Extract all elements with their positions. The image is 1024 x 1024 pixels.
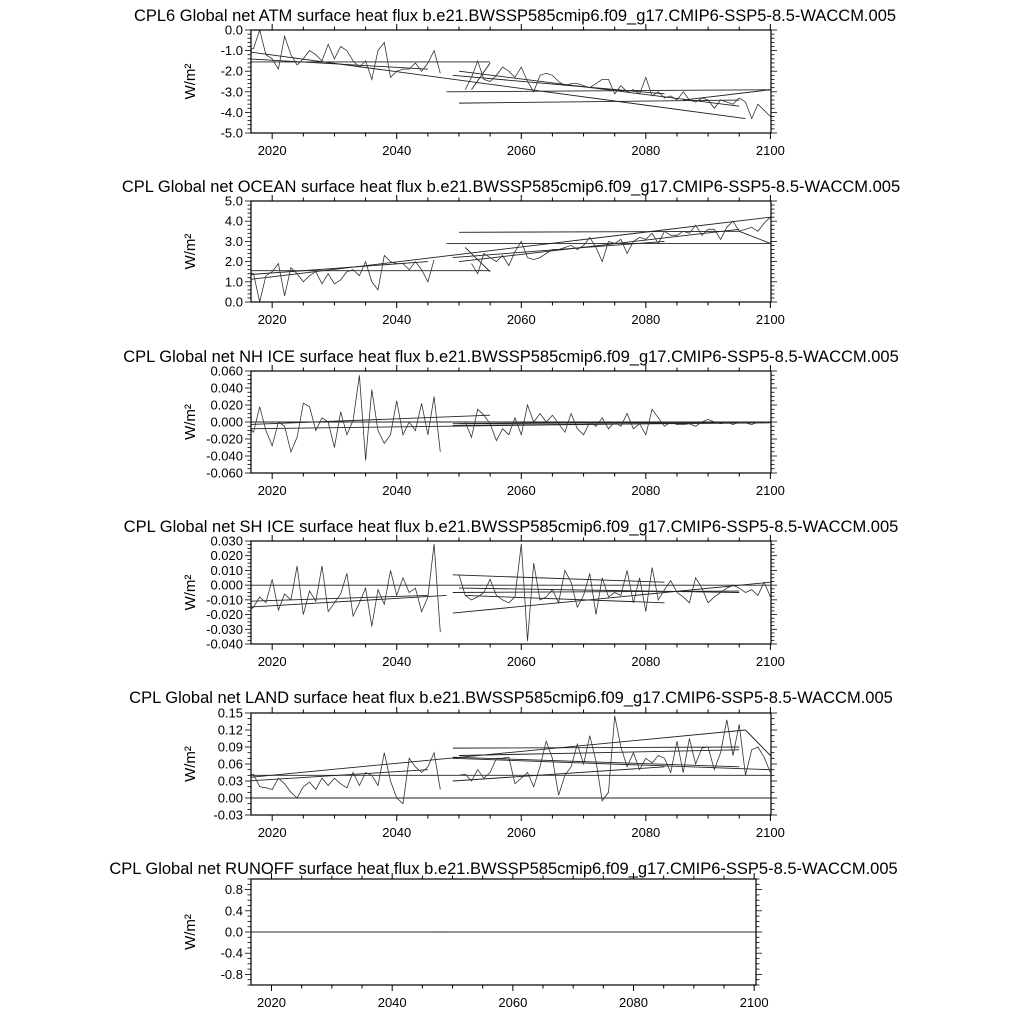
y-tick-label: 1.0 (224, 274, 243, 290)
trend-line (453, 582, 771, 613)
panel-5 (129, 689, 893, 840)
panel-title: CPL Global net RUNOFF surface heat flux b.e21.BWSSP585cmip6.f09_g17.CMIP6-SSP5-8.5-WACCM.005 (109, 860, 898, 878)
x-tick-label: 2080 (619, 995, 648, 1010)
trend-line (471, 63, 490, 90)
trend-line (745, 730, 770, 756)
panel-title: CPL Global net SH ICE surface heat flux b.e21.BWSSP585cmip6.f09_g17.CMIP6-SSP5-8.5-WACCM.005 (123, 518, 899, 536)
panel-title: CPL Global net NH ICE surface heat flux b.e21.BWSSP585cmip6.f09_g17.CMIP6-SSP5-8.5-WACCM.005 (123, 348, 899, 366)
panel-4 (124, 518, 899, 669)
y-axis-label: W/m² (182, 404, 199, 440)
y-tick-label: -0.020 (206, 607, 243, 623)
y-tick-label: 0.06 (217, 756, 243, 772)
y-tick-label: -0.8 (220, 966, 243, 982)
trend-line (247, 52, 745, 119)
x-tick-label: 2040 (377, 995, 407, 1010)
y-tick-label: -0.03 (213, 807, 243, 823)
y-axis-label: W/m² (182, 574, 199, 611)
y-tick-label: 0.030 (210, 533, 243, 549)
x-tick-label: 2100 (755, 483, 785, 498)
x-tick-label: 2020 (257, 483, 287, 498)
y-tick-label: 0.4 (224, 903, 243, 919)
y-tick-label: 0.8 (224, 882, 243, 898)
y-tick-label: 0.020 (210, 397, 243, 413)
y-tick-label: 0.000 (210, 577, 243, 593)
x-tick-label: 2100 (755, 825, 785, 840)
trend-line (453, 767, 665, 781)
x-tick-label: 2020 (257, 995, 286, 1010)
y-tick-label: -0.020 (206, 431, 243, 447)
plot-area (247, 375, 771, 460)
x-tick-label: 2060 (506, 143, 536, 158)
x-tick-label: 2080 (631, 312, 661, 327)
x-tick-label: 2020 (257, 312, 287, 327)
plot-area (247, 544, 771, 641)
panel-6 (109, 860, 897, 1010)
panel-3 (123, 348, 899, 498)
x-tick-label: 2080 (631, 825, 661, 840)
x-tick-label: 2100 (755, 654, 785, 669)
trend-line (683, 90, 770, 100)
x-tick-label: 2060 (506, 825, 536, 840)
panel-1 (134, 7, 896, 158)
x-tick-label: 2100 (739, 995, 769, 1010)
y-tick-label: 0.040 (210, 380, 243, 396)
trend-line (453, 747, 739, 748)
trend-line (739, 231, 770, 243)
y-tick-label: -0.010 (206, 592, 243, 608)
panel-title: CPL6 Global net ATM surface heat flux b.e21.BWSSP585cmip6.f09_g17.CMIP6-SSP5-8.5-WACCM.005 (133, 7, 897, 25)
plot-area (247, 217, 770, 302)
trend-line (247, 59, 428, 69)
series-line-annual-1 (247, 256, 434, 303)
series-line-annual-2 (459, 716, 770, 801)
y-tick-label: 0.00 (217, 790, 243, 806)
y-axis-label: W/m² (182, 63, 199, 100)
x-tick-label: 2040 (382, 143, 412, 158)
panel-2 (122, 178, 900, 327)
plot-area (247, 716, 771, 804)
y-tick-label: 0.020 (210, 548, 243, 564)
x-tick-label: 2020 (257, 654, 287, 669)
plot-area (247, 30, 770, 119)
trend-line (247, 217, 770, 280)
y-axis-label: W/m² (182, 233, 199, 270)
x-tick-label: 2100 (755, 143, 785, 158)
y-tick-label: 0.0 (224, 22, 243, 38)
y-axis-label: W/m² (182, 746, 199, 782)
x-tick-label: 2060 (506, 483, 536, 498)
y-tick-label: -0.040 (206, 636, 243, 652)
y-tick-label: -0.030 (206, 621, 243, 637)
y-tick-label: 0.15 (217, 705, 243, 721)
trend-line (459, 750, 739, 756)
series-line-annual-1 (247, 753, 440, 804)
y-tick-label: -0.060 (206, 465, 243, 481)
x-tick-label: 2060 (506, 654, 536, 669)
x-tick-label: 2060 (506, 312, 536, 327)
y-tick-label: 0.000 (210, 414, 243, 430)
y-tick-label: -0.040 (206, 448, 243, 464)
trend-line (453, 575, 665, 582)
series-line-annual-1 (247, 30, 440, 79)
y-tick-label: 0.010 (210, 562, 243, 578)
y-tick-label: -1.0 (220, 43, 243, 59)
x-tick-label: 2060 (498, 995, 528, 1010)
panel-title: CPL Global net OCEAN surface heat flux b.e21.BWSSP585cmip6.f09_g17.CMIP6-SSP5-8.5-WACCM.005 (121, 178, 901, 196)
x-tick-label: 2080 (631, 143, 661, 158)
y-tick-label: -5.0 (220, 125, 243, 141)
y-tick-label: 0.12 (217, 722, 243, 738)
x-tick-label: 2080 (631, 654, 661, 669)
x-tick-label: 2040 (382, 483, 412, 498)
y-tick-label: -4.0 (220, 104, 243, 120)
y-tick-label: 2.0 (224, 254, 243, 270)
x-tick-label: 2040 (382, 312, 412, 327)
y-tick-label: 0.060 (210, 363, 243, 379)
y-tick-label: -0.4 (220, 945, 243, 961)
trend-line (453, 758, 771, 769)
y-tick-label: 0.03 (217, 773, 243, 789)
y-tick-label: 0.0 (224, 294, 243, 310)
trend-line (459, 100, 739, 103)
series-line-annual-2 (472, 217, 771, 274)
x-tick-label: 2080 (631, 483, 661, 498)
y-tick-label: 0.0 (224, 924, 243, 940)
y-tick-label: 3.0 (224, 233, 243, 249)
y-axis-label: W/m² (182, 914, 199, 950)
y-tick-label: 0.09 (217, 739, 243, 755)
y-tick-label: -2.0 (220, 63, 243, 79)
plot-frame (251, 713, 771, 815)
x-tick-label: 2020 (257, 825, 287, 840)
x-tick-label: 2020 (257, 143, 287, 158)
y-tick-label: -3.0 (220, 84, 243, 100)
y-tick-label: 4.0 (224, 213, 243, 229)
series-line-annual-1 (247, 544, 440, 632)
plot-frame (251, 201, 771, 302)
panel-title: CPL Global net LAND surface heat flux b.e21.BWSSP585cmip6.f09_g17.CMIP6-SSP5-8.5-WACCM.005 (129, 689, 893, 707)
y-tick-label: 5.0 (224, 193, 243, 209)
x-tick-label: 2040 (382, 654, 412, 669)
x-tick-label: 2040 (382, 825, 412, 840)
trend-line (459, 231, 739, 232)
x-tick-label: 2100 (755, 312, 785, 327)
